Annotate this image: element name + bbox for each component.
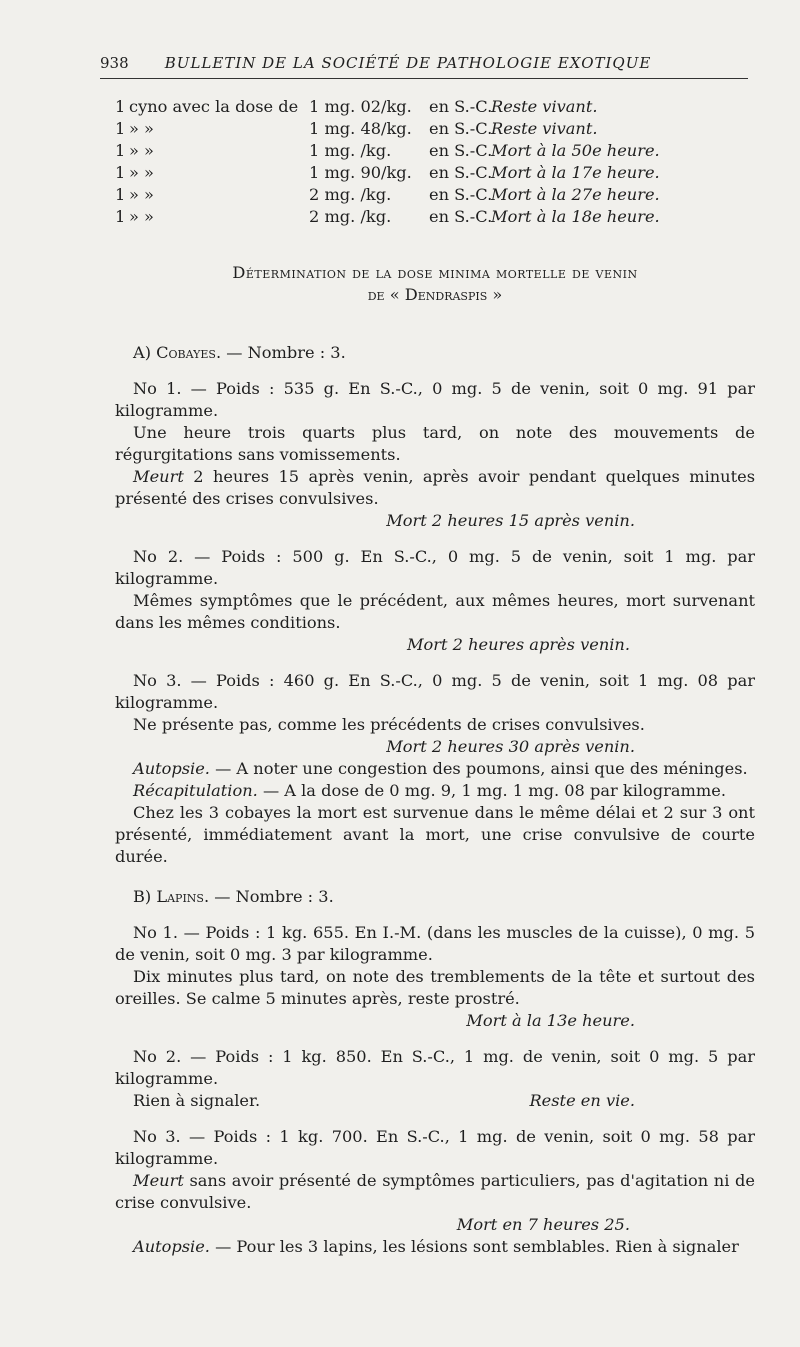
dose-row [115,206,755,228]
recap-line: Récapitulation. — A la dose de 0 mg. 9, 1 mg. 1 mg. 08 par kilogramme. [133,781,726,800]
dose-cell-result: Reste vivant. [491,119,598,138]
dose-cell-animal: » » [129,119,154,138]
dose-cell-dose: 1 mg. /kg. [309,141,392,160]
a2-head: No 2. — Poids : 500 g. En S.-C., 0 mg. 5 de venin, soit 1 mg. par kilogramme. [115,547,755,588]
dose-table [115,96,755,228]
a2-text: Mêmes symptômes que le précédent, aux mêmes heures, mort survenant dans les mêmes conditions. [115,591,755,632]
dose-cell-n: 1 [115,207,126,226]
a1-text2: Meurt 2 heures 15 après venin, après avoir pendant quelques minutes présenté des crises convulsives. [115,467,755,508]
dose-cell-animal: » » [129,207,154,226]
dose-cell-dose: 2 mg. /kg. [309,207,392,226]
running-header [100,54,748,79]
autopsie-b: Autopsie. — Pour les 3 lapins, les lésions sont semblables. Rien à signaler [133,1237,739,1256]
dose-cell-result: Mort à la 50e heure. [491,141,660,160]
dose-cell-dose: 2 mg. /kg. [309,185,392,204]
dose-cell-animal: » » [129,185,154,204]
a1-result: Mort 2 heures 15 après venin. [386,511,635,530]
article-body [115,96,755,1258]
dose-cell-route: en S.-C. [429,185,493,204]
dose-cell-route: en S.-C. [429,163,493,182]
b2-line: Rien à signaler. Reste en vie. [115,1090,755,1112]
b2-head: No 2. — Poids : 1 kg. 850. En S.-C., 1 mg. de venin, soit 0 mg. 5 par kilogramme. [115,1047,755,1088]
b1-head: No 1. — Poids : 1 kg. 655. En I.-M. (dans les muscles de la cuisse), 0 mg. 5 de venin, soit 0 mg. 3 par kilogramme. [115,923,755,964]
recap-text: Chez les 3 cobayes la mort est survenue dans le même délai et 2 sur 3 ont présenté, immédiatement avant la mort, une crise convulsive de courte durée. [115,803,755,866]
dose-cell-animal: » » [129,163,154,182]
dose-cell-n: 1 [115,185,126,204]
dose-cell-result: Mort à la 17e heure. [491,163,660,182]
dose-cell-n: 1 [115,119,126,138]
dose-cell-route: en S.-C. [429,97,493,116]
dose-cell-animal: cyno avec la dose de [129,97,299,116]
dose-cell-animal: » » [129,141,154,160]
section-title: Détermination de la dose minima mortelle de venin [232,263,638,282]
a1-text: Une heure trois quarts plus tard, on note des mouvements de régurgitations sans vomissements. [115,423,755,464]
b3-head: No 3. — Poids : 1 kg. 700. En S.-C., 1 mg. de venin, soit 0 mg. 58 par kilogramme. [115,1127,755,1168]
page-number: 938 [100,54,129,72]
b1-text: Dix minutes plus tard, on note des tremblements de la tête et surtout des oreilles. Se calme 5 minutes après, reste prostré. [115,967,755,1008]
dose-cell-dose: 1 mg. 48/kg. [309,119,412,138]
dose-cell-result: Mort à la 18e heure. [491,207,660,226]
a3-head: No 3. — Poids : 460 g. En S.-C., 0 mg. 5 de venin, soit 1 mg. 08 par kilogramme. [115,671,755,712]
autopsie-a: Autopsie. — A noter une congestion des poumons, ainsi que des méninges. [133,759,748,778]
dose-cell-n: 1 [115,97,126,116]
dose-cell-result: Mort à la 27e heure. [491,185,660,204]
section-a-heading: A) Cobayes. — Nombre : 3. [133,343,346,362]
a3-text: Ne présente pas, comme les précédents de crises convulsives. [133,715,645,734]
dose-row [115,162,755,184]
dose-cell-dose: 1 mg. 02/kg. [309,97,412,116]
dose-cell-route: en S.-C. [429,207,493,226]
a1-head: No 1. — Poids : 535 g. En S.-C., 0 mg. 5 de venin, soit 0 mg. 91 par kilogramme. [115,379,755,420]
dose-row [115,184,755,206]
dose-cell-dose: 1 mg. 90/kg. [309,163,412,182]
dose-cell-route: en S.-C. [429,119,493,138]
b3-result: Mort en 7 heures 25. [456,1215,630,1234]
b2-result: Reste en vie. [529,1091,635,1110]
section-b-heading: B) Lapins. — Nombre : 3. [133,887,334,906]
dose-cell-route: en S.-C. [429,141,493,160]
dose-row [115,118,755,140]
a2-result: Mort 2 heures après venin. [406,635,630,654]
journal-title: BULLETIN DE LA SOCIÉTÉ DE PATHOLOGIE EXOTIQUE [164,54,652,72]
a3-result: Mort 2 heures 30 après venin. [386,737,635,756]
dose-cell-result: Reste vivant. [491,97,598,116]
b1-result: Mort à la 13e heure. [466,1011,635,1030]
dose-row [115,96,755,118]
section-subtitle: de « Dendraspis » [367,285,503,304]
dose-cell-n: 1 [115,141,126,160]
dose-row [115,140,755,162]
dose-cell-n: 1 [115,163,126,182]
b3-text: Meurt sans avoir présenté de symptômes particuliers, pas d'agitation ni de crise convulsive. [115,1171,755,1212]
